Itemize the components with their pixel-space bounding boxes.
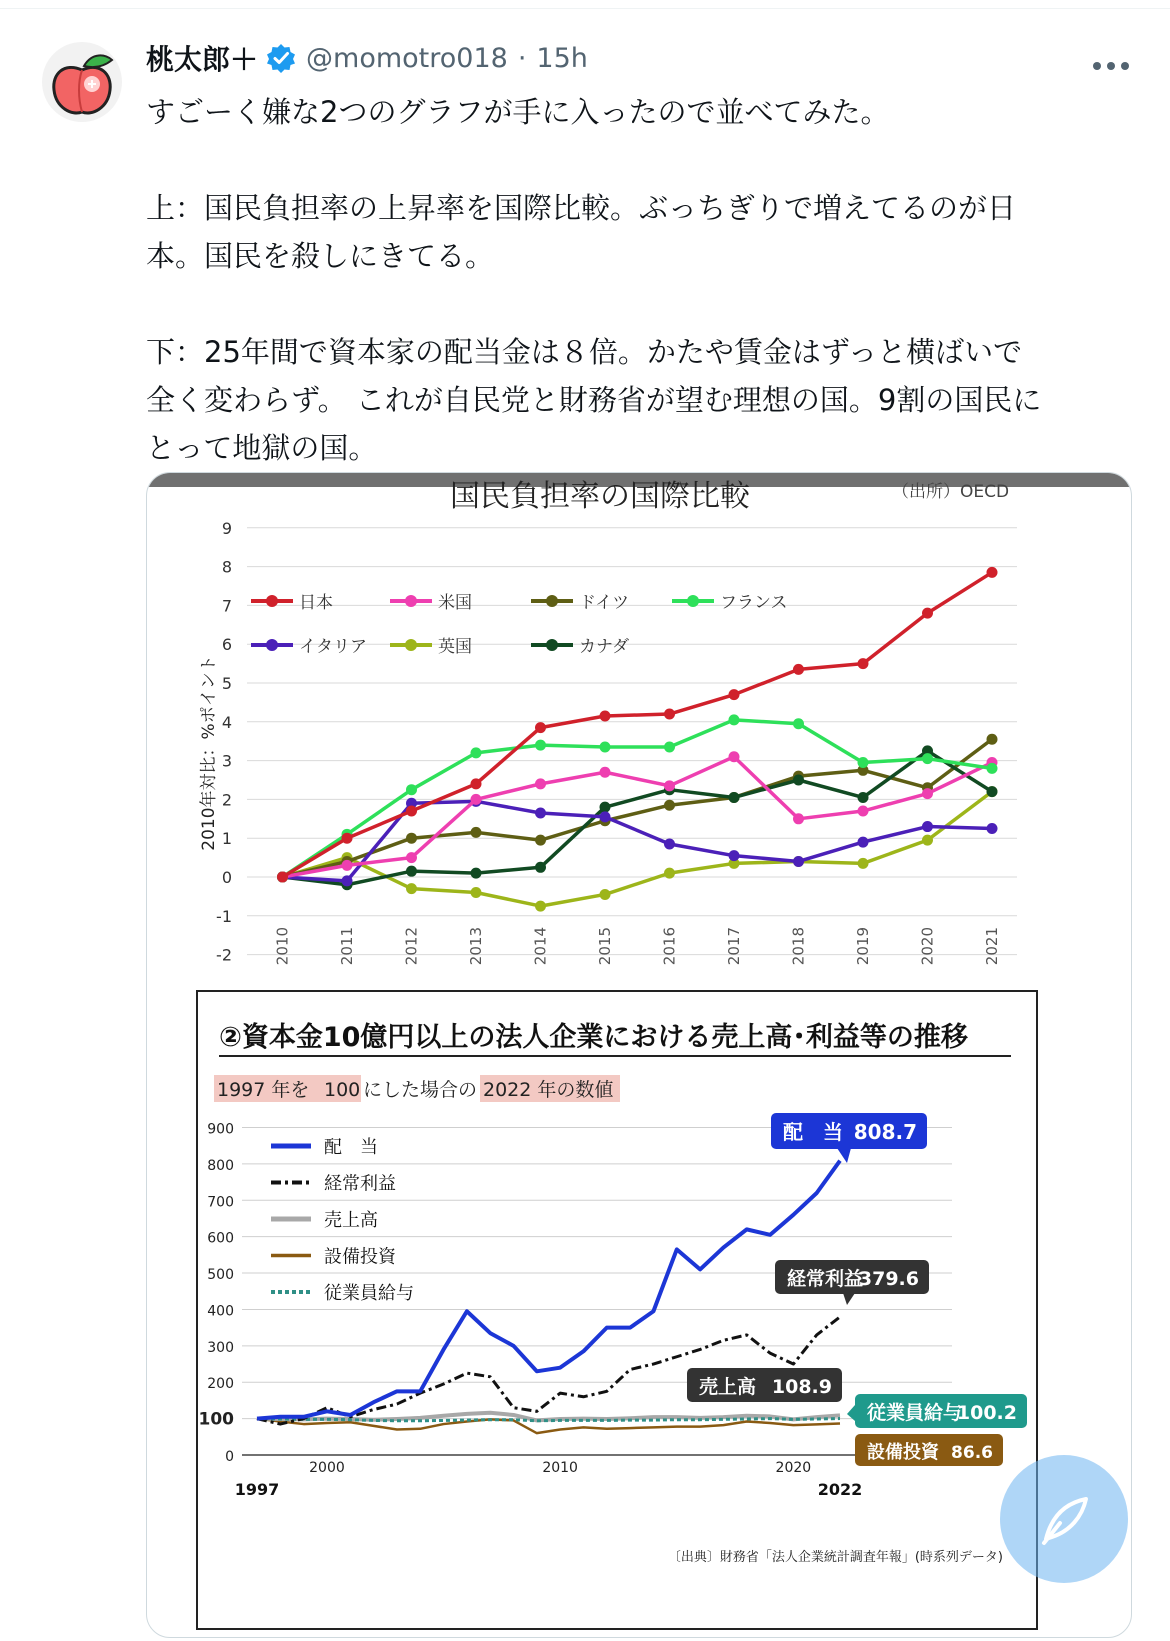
chart-1-legend-label: フランス <box>720 593 788 613</box>
chart-1-source: （出所）OECD <box>892 482 1010 502</box>
chart-1-xtick: 2011 <box>338 927 356 966</box>
top-divider <box>0 8 1170 9</box>
chart-1-ytick: 4 <box>221 712 232 732</box>
chart-1-point <box>858 658 869 669</box>
chart-2-ytick: 900 <box>207 1121 234 1138</box>
chart-1-point <box>406 852 417 863</box>
chart-1-ytick: 5 <box>221 674 232 693</box>
chart-1-xtick: 2010 <box>273 927 292 966</box>
chart-1-ytick: 1 <box>221 829 232 849</box>
chart-1-xtick: 2017 <box>725 927 743 966</box>
chart-2-xtick: 2000 <box>309 1460 345 1476</box>
chart-1-point <box>729 689 740 700</box>
chart-1-point <box>858 806 869 817</box>
chart-1-point <box>922 753 933 764</box>
chart-1-point <box>729 850 740 861</box>
chart-1-xtick: 2016 <box>660 927 679 966</box>
chart-1-ytick: 7 <box>221 596 232 616</box>
chart-1-point <box>987 734 998 745</box>
chart-1-point <box>406 833 417 844</box>
chart-1-point <box>987 823 998 834</box>
post-time[interactable]: 15h <box>536 42 588 74</box>
chart-1-point <box>793 664 804 675</box>
chart-1-point <box>664 780 675 791</box>
chart-2-legend-label: 売上高 <box>324 1210 378 1231</box>
chart-1-point <box>793 718 804 729</box>
dividend-callout-label: 配 当 <box>783 1120 843 1144</box>
chart-1-point <box>664 800 675 811</box>
chart-1-point <box>664 868 675 879</box>
chart-1-legend-label: イタリア <box>299 637 367 657</box>
chart-1-point <box>535 722 546 733</box>
chart-1-point <box>406 866 417 877</box>
chart-1-xtick: 2020 <box>918 927 937 966</box>
chart-1-legend-label: カナダ <box>579 637 630 657</box>
chart-2-title: ②資本金10億円以上の法人企業における売上高･利益等の推移 <box>219 1022 968 1053</box>
chart-1-point <box>535 740 546 751</box>
user-handle[interactable]: @momotro018 <box>306 42 508 74</box>
sales-callout-value: 108.9 <box>771 1376 832 1398</box>
chart-2-ytick: 100 <box>198 1409 234 1430</box>
chart-1-ytick: 8 <box>221 557 232 577</box>
chart-1-ytick: -1 <box>216 906 232 926</box>
chart-1-legend-marker <box>266 639 278 651</box>
chart-1-point <box>406 883 417 894</box>
chart-2-subtitle: にした場合の <box>363 1079 478 1101</box>
dividend-callout-value: 808.7 <box>853 1120 917 1144</box>
chart-1-point <box>987 786 998 797</box>
tweet-line: すごーく嫌な2つのグラフが手に入ったので並べてみた。 <box>146 95 890 129</box>
chart-1-point <box>471 887 482 898</box>
chart-1-xtick: 2019 <box>854 927 872 966</box>
chart-1-xtick: 2021 <box>983 927 1001 966</box>
verified-badge-icon <box>266 43 296 73</box>
chart-1-xtick: 2012 <box>402 927 421 966</box>
chart-2-legend-label: 設備投資 <box>324 1246 396 1268</box>
chart-1-point <box>535 862 546 873</box>
tweet-line: 上：国民負担率の上昇率を国際比較。ぶっちぎりで増えてるのが日 <box>146 191 1017 225</box>
chart-1-point <box>600 889 611 900</box>
chart-1-point <box>600 767 611 778</box>
tweet-line: 全く変わらず。 これが自民党と財務省が望む理想の国。9割の国民に <box>146 383 1042 417</box>
salary-callout <box>855 1394 1027 1428</box>
chart-2-xtick: 2020 <box>775 1460 812 1476</box>
chart-1-point <box>729 792 740 803</box>
salary-callout-value: 100.2 <box>956 1402 1017 1424</box>
more-options-icon[interactable] <box>1091 58 1131 74</box>
chart-1-point <box>922 835 933 846</box>
dividend-callout <box>771 1113 927 1149</box>
chart-1-point <box>664 709 675 720</box>
chart-1-point <box>535 778 546 789</box>
chart-1-legend-marker <box>546 595 558 607</box>
chart-2-subtitle: 2022 年の数値 <box>483 1079 614 1101</box>
chart-1-point <box>922 788 933 799</box>
chart-1-point <box>600 811 611 822</box>
chart-1-legend-marker <box>405 639 417 651</box>
chart-1-point <box>471 794 482 805</box>
peach-avatar-icon[interactable] <box>42 42 122 122</box>
chart-1-legend-marker <box>266 595 278 607</box>
chart-1-point <box>535 835 546 846</box>
charts-svg <box>147 473 1132 1638</box>
chart-2-ytick: 500 <box>207 1267 234 1284</box>
chart-2-ytick: 300 <box>207 1339 234 1356</box>
chart-1-ylabel: 2010年対比：%ポイント <box>199 655 219 851</box>
chart-2-legend-label: 従業員給与 <box>324 1283 414 1304</box>
capex-callout-label: 設備投資 <box>867 1442 939 1463</box>
chart-1-point <box>277 872 288 883</box>
chart-1-title: 国民負担率の国際比較 <box>450 479 750 514</box>
chart-1-ytick: 9 <box>221 518 232 538</box>
chart-1-xtick: 2013 <box>467 927 485 966</box>
chart-1-ytick: -2 <box>216 945 232 965</box>
chart-1-point <box>858 837 869 848</box>
chart-1-point <box>793 813 804 824</box>
tweet-line: 本。国民を殺しにきてる。 <box>146 239 495 273</box>
chart-1-point <box>600 710 611 721</box>
chart-1-point <box>406 806 417 817</box>
chart-1-point <box>342 833 353 844</box>
chart-1-point <box>471 778 482 789</box>
chart-1-legend-marker <box>546 639 558 651</box>
chart-2 <box>197 991 1037 1629</box>
chart-2-xtick: 2010 <box>542 1460 578 1476</box>
chart-1-point <box>664 742 675 753</box>
chart-2-ytick: 0 <box>225 1449 234 1465</box>
chart-1-point <box>600 802 611 813</box>
profit-callout-label: 経常利益 <box>787 1268 864 1290</box>
capex-callout-value: 86.6 <box>951 1443 993 1463</box>
chart-1-ytick: 0 <box>221 868 232 887</box>
chart-1-point <box>922 821 933 832</box>
chart-1-point <box>729 751 740 762</box>
chart-1-point <box>471 827 482 838</box>
sales-callout <box>687 1368 842 1402</box>
chart-1 <box>198 479 1017 965</box>
chart-1-legend-label: 英国 <box>438 637 472 657</box>
tweet-line: とって地獄の国。 <box>146 431 378 465</box>
chart-1-point <box>858 757 869 768</box>
separator-dot: · <box>517 42 527 74</box>
chart-2-ytick: 800 <box>207 1157 234 1174</box>
chart-1-point <box>342 860 353 871</box>
chart-1-point <box>922 608 933 619</box>
chart-1-point <box>793 775 804 786</box>
sales-callout-label: 売上高 <box>699 1376 757 1398</box>
capex-callout <box>855 1434 1003 1466</box>
chart-1-point <box>471 747 482 758</box>
chart-2-ytick: 200 <box>207 1376 234 1393</box>
chart-1-point <box>858 858 869 869</box>
chart-1-point <box>987 567 998 578</box>
profit-callout-value: 379.6 <box>858 1268 919 1290</box>
chart-1-series-line <box>283 792 993 906</box>
chart-1-point <box>342 875 353 886</box>
chart-2-legend-label: 配 当 <box>324 1137 378 1158</box>
tweet-header <box>146 38 588 78</box>
chart-2-ytick: 400 <box>207 1303 234 1320</box>
chart-1-point <box>600 742 611 753</box>
tweet-line: 下：25年間で資本家の配当金は８倍。かたや賃金はずっと横ばいで <box>146 335 1023 369</box>
compose-feather-icon[interactable] <box>1000 1455 1128 1583</box>
chart-2-ytick: 600 <box>207 1230 234 1247</box>
chart-1-ytick: 2 <box>221 790 232 810</box>
chart-1-point <box>535 901 546 912</box>
chart-1-xtick: 2014 <box>531 927 550 966</box>
chart-1-point <box>793 856 804 867</box>
chart-1-series-line <box>283 751 993 885</box>
chart-1-point <box>535 807 546 818</box>
salary-callout-label: 従業員給与 <box>867 1402 963 1424</box>
chart-1-xtick: 2018 <box>789 927 808 966</box>
chart-1-point <box>406 784 417 795</box>
profit-callout <box>775 1260 929 1294</box>
chart-1-point <box>471 868 482 879</box>
chart-1-point <box>729 714 740 725</box>
chart-1-ytick: 6 <box>221 635 232 655</box>
chart-1-point <box>987 763 998 774</box>
chart-2-ytick: 700 <box>207 1194 234 1211</box>
chart-1-legend-marker <box>687 595 699 607</box>
display-name[interactable]: 桃太郎＋ <box>146 43 259 76</box>
chart-2-subtitle: 1997 年を <box>217 1079 310 1101</box>
chart-2-xtick: 2022 <box>817 1480 863 1499</box>
chart-1-legend-label: ドイツ <box>579 593 630 613</box>
chart-2-source: 〔出典〕財務省「法人企業統計調査年報」(時系列データ) <box>667 1550 1003 1565</box>
chart-1-legend-label: 米国 <box>438 593 472 613</box>
chart-1-ytick: 3 <box>221 751 232 771</box>
chart-1-legend-label: 日本 <box>299 593 333 613</box>
chart-2-subtitle: 100 <box>324 1079 361 1101</box>
chart-2-legend-label: 経常利益 <box>324 1173 396 1195</box>
tweet-body <box>146 88 1136 472</box>
tweet-media-image[interactable] <box>146 472 1132 1638</box>
chart-1-point <box>664 839 675 850</box>
chart-1-xtick: 2015 <box>596 927 614 966</box>
chart-1-point <box>858 792 869 803</box>
chart-2-xtick: 1997 <box>234 1480 280 1499</box>
chart-1-legend-marker <box>405 595 417 607</box>
